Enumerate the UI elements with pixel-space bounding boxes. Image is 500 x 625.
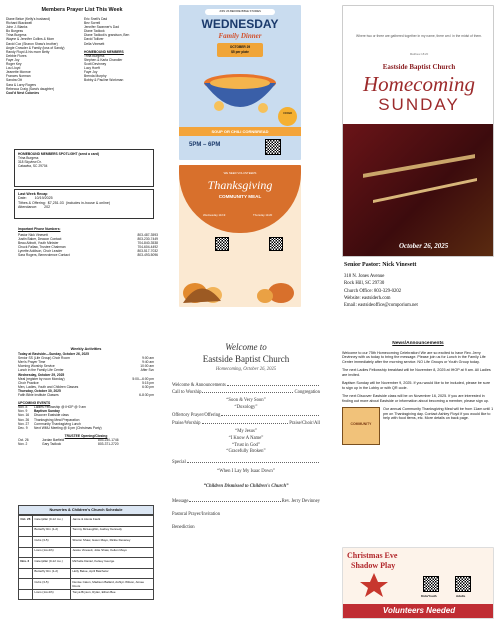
phone-name: Pastor Nick Vinesett — [18, 232, 48, 237]
prayer-name: Jeanette Monroe — [6, 70, 31, 75]
wed-sticker: ORDER — [278, 107, 297, 126]
wed-subtitle: Family Dinner — [218, 32, 262, 40]
nursery-date — [19, 568, 33, 579]
upcoming-event: Thanksgiving Meal Preparation — [34, 417, 80, 422]
activity-name: Faith Bible Institute Classes — [18, 393, 59, 398]
activity-time: 9:40 am — [142, 360, 154, 365]
special — [172, 460, 320, 465]
pastor-line: Email: eastsideoffice@comporium.net — [344, 303, 418, 309]
homebound-heading: HOMEBOUND MEMBERS — [84, 49, 124, 54]
special-leader — [187, 462, 319, 463]
order-of-worship — [172, 342, 320, 530]
pastoral-prayer: Pastoral Prayer/Invitation — [172, 512, 221, 518]
nursery-room: Lions (1st-4th) — [33, 589, 71, 600]
news-title: News/Announcements — [392, 341, 444, 346]
prayer-list-title: Members Prayer List This Week — [41, 7, 123, 13]
prayer-name: Bev Sorrell — [84, 21, 101, 26]
xmas-kids: Kids/Youth — [421, 594, 437, 598]
activity-name: Men, Ladies, Youth and Children Classes — [18, 384, 79, 389]
pastor-info — [344, 262, 494, 309]
phone-number: 803-230-7449 — [137, 236, 158, 241]
nursery-volunteers: Tommy McLaughlin, Audrey Kennedy — [71, 526, 154, 537]
activity-name: Men's Prayer Time — [18, 360, 46, 365]
upcoming-event: Ladies Fellowship @ IHOP @ 9 am — [34, 405, 86, 410]
poster-homecoming: Homecoming — [363, 72, 475, 96]
trustee-date: Oct. 26 — [18, 437, 29, 442]
prayer-name-bold: Cool'd Nest Colonies — [6, 90, 40, 95]
nursery-room: Cubs (3-5) — [33, 537, 71, 548]
homebound-name: Trina Burgess — [84, 53, 105, 58]
news-p4: The next Discover Eastside class will be on November 16, 2025. If you are interested in finding out more about Eastside or information about becoming a member, please sign up. — [342, 394, 489, 403]
prayer-name: Bo Burgess — [6, 29, 24, 34]
activity-name: Choir Practice — [18, 380, 39, 385]
upcoming-title: UPCOMING EVENTS — [18, 401, 51, 406]
worship-item-label: Welcome & Announcements — [172, 383, 226, 388]
upcoming-date: Nov. 27 — [18, 421, 30, 426]
worship-item-label: Call to Worship — [172, 390, 202, 395]
star-icon — [349, 572, 399, 598]
nursery-volunteers: Jessie Vinesett, Jolie Shaw, Kelton Mayo — [71, 547, 154, 558]
nursery-row — [19, 526, 154, 537]
praise-worship-leader — [202, 423, 289, 424]
thanks-top: WE NEED VOLUNTEERS — [223, 171, 257, 175]
offertory-leader — [221, 415, 319, 416]
message-label: Message — [172, 499, 189, 505]
trustee-phone: 803-371-2720 — [98, 441, 119, 446]
welcome-church: Eastside Baptist Church — [202, 354, 290, 364]
activities-title: Weekly Activities — [70, 347, 102, 351]
xmas-qr-adults — [455, 576, 471, 592]
prayer-name: Diane Tadlock's grandson, Ben — [84, 33, 130, 38]
poster-verse: Where two or three are gathered together in my name, there am I in the midst of them. — [356, 34, 482, 38]
trustee-title: TRUSTEE Opening/Closing — [64, 433, 108, 438]
nursery-volunteers: Tonya Bryson, Rylan, Ethan Bee — [71, 589, 154, 600]
pumpkins-icon — [181, 265, 299, 305]
nursery-schedule — [18, 505, 154, 600]
nursery-row — [19, 547, 154, 558]
prayer-list — [6, 4, 158, 144]
phone-name: Beau Abbott, Youth Minister — [18, 240, 59, 245]
thanks-title: Thanksgiving — [207, 178, 273, 192]
recap-row: Tithes & Offering: $7,251.03 (includes in-house & online) — [18, 200, 111, 205]
special-label: Special — [172, 460, 186, 466]
wed-menu: SOUP OR CHILI CORNBREAD — [179, 127, 301, 136]
activity-name: Senior SS (Life Group) Choir Room — [18, 356, 70, 361]
nursery-date — [19, 526, 33, 537]
prayer-name: David Cox (Sharon Shaw's brother) — [6, 41, 58, 46]
xmas-qr-kids — [423, 576, 439, 592]
nursery-room: Caterpillar (0-12 mo.) — [33, 558, 71, 569]
nursery-row — [19, 558, 154, 569]
upcoming-date: Nov. 8 — [18, 405, 28, 410]
phone-number: 704-604-4492 — [137, 244, 158, 249]
upcoming-date: Nov. 26 — [18, 417, 30, 422]
prayer-name: Angie Crowder & Family (loss of Sandy) — [6, 45, 65, 50]
thanksgiving-flyer — [179, 165, 301, 307]
thanks-qr-right — [269, 237, 283, 251]
poster-date: October 26, 2025 — [399, 242, 449, 250]
nursery-date — [19, 547, 33, 558]
activity-time: 6-8:30 pm — [139, 393, 154, 398]
worship-item — [172, 383, 320, 388]
recap-row: Attendance: 202 — [18, 205, 51, 210]
wed-title: WEDNESDAY — [201, 17, 279, 31]
phone-number: 803-493-5096 — [137, 253, 158, 258]
trustee-date: Nov. 2 — [18, 441, 28, 446]
prayer-name: Wayne & Jennifer Collins & Mom — [6, 37, 55, 42]
offertory — [172, 413, 320, 418]
prayer-name: Rebecca Craig (Sara's daughter) — [6, 86, 55, 91]
nursery-volunteers: Holly Belue, April Batchelor — [71, 568, 154, 579]
community-meal-image: COMMUNITY — [342, 407, 380, 445]
xmas-title: Christmas Eve — [347, 551, 398, 560]
recap-rows — [18, 196, 150, 209]
nursery-room: Lions (1st-4th) — [33, 547, 71, 558]
song: “Soon & Very Soon” — [226, 398, 266, 403]
news-p1: Welcome to our 75th Homecoming Celebration! We are so excited to have Rev. Jerry Devinney with us today to bring the message. Please join us for Lunch in the Family Life Center immediately after the morning service. NO Life Groups or Youth Group today. — [342, 350, 486, 364]
soup-bowl-icon — [199, 61, 281, 121]
message-leader — [189, 501, 280, 502]
activity-time: 10:00 am — [140, 364, 154, 369]
homecoming-poster — [342, 5, 494, 257]
wed-banner: JOIN US BEFORE BIBLE STUDIES — [205, 9, 275, 15]
phone-name: Lynette Addison, Choir Leader — [18, 248, 63, 253]
upcoming-event: Community Thanksgiving Lunch — [34, 421, 81, 426]
nursery-date — [19, 537, 33, 548]
pastor-line: Church Office: 803-329-0202 — [344, 288, 402, 294]
song: “I Know A Name” — [228, 435, 264, 441]
christmas-shadow-play-flyer — [342, 547, 494, 619]
upcoming-event: Baptism Sunday — [34, 409, 60, 414]
benediction: Benediction — [172, 525, 195, 531]
pastor-line: 318 N. Jones Avenue — [344, 274, 385, 280]
nursery-volunteers: Jamie & Alexia Faulk — [71, 516, 154, 527]
homebound-name: Brenda Murphy — [84, 74, 107, 79]
phone-number: 803-487-3593 — [137, 232, 158, 237]
nursery-date: Nov. 2 — [19, 558, 33, 569]
wed-date: OCTOBER 29 — [229, 45, 251, 49]
praise-worship-label: Praise/Worship — [172, 421, 201, 426]
homebound-name: Stephen & Karla Chandler — [84, 57, 123, 62]
recap-title: Last Week Recap — [18, 192, 48, 196]
song: “Doxology” — [234, 405, 258, 410]
praise-worship — [172, 421, 320, 426]
xmas-volunteers: Volunteers Needed — [343, 604, 494, 618]
nursery-volunteers: Sharon Shaw, Gwen Mayo, Rickie Devaney — [71, 537, 154, 548]
news-p3: Baptism Sunday will be November 9, 2025. If you would like to be included, please be sure to sign up in the Lobby or with QR code. — [342, 381, 490, 390]
nursery-date — [19, 579, 33, 590]
worship-item-value: Congregation — [294, 390, 320, 395]
homebound-name: Lucy Hoeft — [84, 66, 100, 71]
upcoming-event: Next WMU Meeting @ 6 pm (Christmas Party) — [34, 425, 102, 430]
nursery-room: Cubs (3-5) — [33, 579, 71, 590]
homebound-name: Scott Devinney — [84, 61, 107, 66]
news-p5: Our annual Community Thanksgiving Meal will be from 11am until 1 pm on Thanksgiving day. Contact Ashley Floyd if you would like to help with food items, etc. More details on back page. — [383, 407, 494, 420]
last-week-recap — [14, 189, 154, 219]
activity-time: After Svc — [140, 368, 154, 373]
poster-sunday: SUNDAY — [378, 95, 460, 114]
welcome-title: Welcome to — [225, 342, 267, 352]
activity-day: Today at Eastside—Sunday, October 26, 2025 — [18, 352, 89, 357]
welcome-date: Homecoming, October 26, 2025 — [215, 367, 277, 372]
worship-item — [172, 390, 320, 395]
activity-name: Lunch in the Family Life Center — [18, 368, 64, 373]
upcoming-event: Discover Eastside class — [34, 413, 69, 418]
message — [172, 499, 320, 504]
activity-time: 5:15 pm — [142, 380, 154, 385]
spotlight-line: 318 Skyview Dr. — [18, 160, 42, 165]
prayer-right-column — [84, 17, 158, 95]
upcoming-row — [18, 426, 154, 430]
news-announcements — [342, 342, 494, 445]
thanks-left: Wednesday 11/19 — [203, 213, 226, 217]
prayer-name: Diane Belue (Kelly's husband) — [6, 17, 51, 21]
prayer-name: Sara & Larry Rogers — [6, 82, 37, 87]
prayer-name: Eric Snell's Dad — [84, 17, 108, 21]
phone-number: 704-840-3538 — [137, 240, 158, 245]
children-dismissed: “Children Dismissed to Children's Church” — [203, 484, 289, 490]
prayer-name: Sandra Ott — [6, 78, 22, 83]
song: “My Jesus” — [235, 429, 257, 434]
upcoming-date: Nov. 16 — [18, 413, 30, 418]
nursery-row — [19, 589, 154, 600]
spotlight-address — [18, 156, 150, 168]
phones-title: Important Phone Numbers: — [18, 227, 61, 231]
prayer-name: Richard Blackwell — [6, 21, 33, 26]
nursery-room: Butterfly Rm (1-2) — [33, 568, 71, 579]
phone-name: Justin Baker, Deacon Contact — [18, 236, 62, 241]
nursery-row — [19, 516, 154, 527]
trustee-name: Jordan Barfield — [42, 437, 65, 442]
nursery-room: Caterpillar (0-12 mo.) — [33, 516, 71, 527]
nursery-title: Nurseries & Children's Church Schedule — [18, 505, 154, 515]
worship-item-leader — [227, 385, 319, 386]
nursery-volunteers: Michelle Daniel, Kelsey George — [71, 558, 154, 569]
activity-time: 5:00—6:00 pm — [132, 376, 154, 381]
prayer-name: David Tolliver — [84, 37, 104, 42]
activity-row — [18, 393, 154, 397]
homebound-spotlight — [14, 149, 154, 187]
prayer-name: Frances Norman — [6, 74, 31, 79]
trustee-name: Gary Tadlock — [42, 441, 62, 446]
spotlight-title: HOMEBOUND MEMBERS SPOTLIGHT (send a card) — [18, 152, 99, 156]
message-value: Rev. Jerry Devinney — [281, 499, 320, 505]
phone-numbers — [18, 227, 158, 257]
wed-qr-code — [265, 139, 281, 155]
prayer-name: John J. Blanks — [6, 25, 28, 30]
prayer-left-column — [6, 17, 80, 95]
activity-time: 9:00 am — [142, 356, 154, 361]
phone-number: 803-517-7032 — [137, 248, 158, 253]
thanks-right: Thursday 11/20 — [253, 213, 273, 217]
nursery-row — [19, 537, 154, 548]
wed-price: $5 per plate — [231, 49, 249, 54]
nursery-volunteers: Denise Caton, Madison Ballard, Ashlyn Wilson, Aimee Roots — [71, 579, 154, 590]
news-p2: The next Ladies Fellowship breakfast will be November 8, 2025 at IHOP at 9 am. All Ladies are invited. — [342, 368, 491, 377]
praise-worship-value: Praise/Choir/All — [289, 421, 320, 426]
upcoming-date: Nov. 9 — [18, 409, 28, 414]
wed-time: 5PM – 6PM — [189, 142, 221, 148]
prayer-name: Della Vinesett — [84, 41, 105, 46]
bible-photo — [343, 124, 494, 257]
nursery-date: Oct. 26 — [19, 516, 33, 527]
homebound-name: Faye Joy — [84, 70, 98, 75]
phone-name: Chuck Fallaw, Trustee Chairman — [18, 244, 66, 249]
thanks-qr-left — [215, 237, 229, 251]
prayer-name: Faye Joy — [6, 57, 20, 62]
song: “Trust in God” — [232, 442, 260, 448]
activity-name: Meal (register by noon Monday) — [18, 376, 65, 381]
prayer-name: Jennifer Swanner's Dad — [84, 25, 119, 30]
song: “Gracefully Broken” — [226, 449, 266, 455]
phone-name: Sara Rogers, Benevolence Contact — [18, 253, 70, 258]
prayer-name: Trina Burgess — [6, 33, 27, 38]
worship-item-leader — [202, 392, 293, 393]
wednesday-dinner-flyer — [179, 5, 301, 160]
recap-row: Date: 10/19/2025 — [18, 196, 53, 201]
special-song: “When I Lay My Isaac Down” — [217, 469, 275, 475]
pastor-title: Senior Pastor: Nick Vinesett — [344, 262, 417, 268]
weekly-activities — [18, 347, 154, 446]
spotlight-line: Catawba, SC 29704 — [18, 164, 48, 169]
prayer-name: Randy Floyd & his mom Betty — [6, 49, 50, 54]
prayer-name: Lou Lloyd — [6, 66, 21, 71]
prayer-name: Diane Tadlock — [84, 29, 105, 34]
homebound-name: Bobby & Pauline Workman — [84, 78, 124, 83]
nursery-row — [19, 579, 154, 590]
wed-date-badge — [217, 43, 263, 57]
activity-day: Wednesday, October 29, 2025 — [18, 372, 65, 377]
xmas-adults: Adults — [456, 594, 466, 598]
activity-day: Thursday, October 30, 2025 — [18, 388, 61, 393]
trustee-phone: 803-230-1746 — [98, 437, 119, 442]
spotlight-line: Trina Burgess — [18, 156, 39, 161]
nursery-row — [19, 568, 154, 579]
nursery-room: Butterfly Rm (1-2) — [33, 526, 71, 537]
upcoming-date: Dec. 9 — [18, 425, 28, 430]
activity-name: Morning Worship Service — [18, 364, 55, 369]
trustee-row — [18, 442, 154, 446]
pastor-line: Rock Hill, SC 29730 — [344, 281, 385, 287]
pastor-line: Website: eastsiderh.com — [344, 295, 391, 301]
prayer-name: Roger Key — [6, 62, 22, 67]
activity-time: 6:30 pm — [142, 384, 154, 389]
phone-row — [18, 253, 158, 257]
prayer-name: Debbie Flores — [6, 53, 27, 58]
poster-ref: Matthew 18:20 — [409, 52, 429, 56]
xmas-subtitle: Shadow Play — [351, 561, 396, 570]
thanks-subtitle: COMMUNITY MEAL — [218, 194, 262, 199]
offertory-label: Offertory Prayer/Offering — [172, 413, 221, 418]
poster-church: Eastside Baptist Church — [382, 63, 456, 71]
nursery-date — [19, 589, 33, 600]
